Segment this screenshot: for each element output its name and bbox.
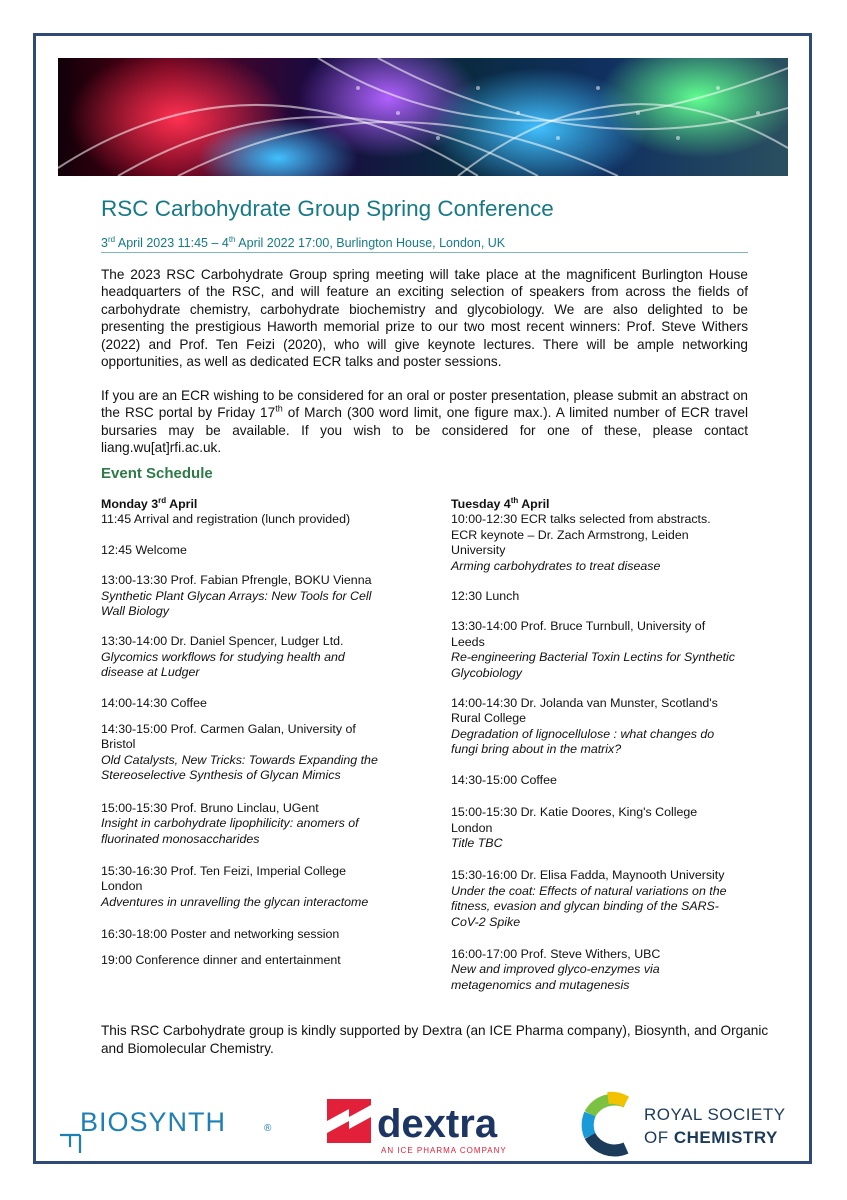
schedule-talk-title: fitness, evasion and glycan binding of the SARS- [451,899,719,914]
rsc-logo [578,1090,798,1158]
schedule-talk-title: Glycomics workflows for studying health and [101,649,345,664]
schedule-talk-title: CoV-2 Spike [451,914,521,929]
schedule-item [451,947,751,993]
schedule-item [101,953,401,968]
schedule-time-speaker: Bristol [101,737,136,752]
biosynth-registered: ® [264,1123,272,1134]
header-banner-image [58,58,788,176]
schedule-item [451,619,751,681]
schedule-talk-title: fungi bring about in the matrix? [451,742,622,757]
biosynth-mark-icon [60,1135,80,1153]
dextra-mark-icon [327,1099,371,1143]
schedule-talk-title: New and improved glyco-enzymes via [451,962,660,977]
schedule-item [101,543,401,558]
schedule-time-speaker: 19:00 Conference dinner and entertainment [101,952,341,967]
schedule-time-speaker: 10:00-12:30 ECR talks selected from abstracts. [451,512,711,527]
schedule-time-speaker: 14:00-14:30 Dr. Jolanda van Munster, Scotland's [451,696,718,711]
schedule-talk-title: Glycobiology [451,665,522,680]
schedule-talk-title: Under the coat: Effects of natural variations on the [451,883,727,898]
schedule-item [101,801,401,847]
schedule-item [101,927,401,942]
schedule-time-speaker: 13:30-14:00 Dr. Daniel Spencer, Ludger Ltd. [101,634,344,649]
schedule-item [101,864,401,910]
rsc-line2-bold: CHEMISTRY [673,1128,778,1147]
schedule-time-speaker: University [451,543,506,558]
schedule-time-speaker: 11:45 Arrival and registration (lunch provided) [101,512,351,527]
rsc-line1: ROYAL SOCIETY [644,1105,786,1124]
schedule-item [101,696,401,711]
schedule-time-speaker: 16:00-17:00 Prof. Steve Withers, UBC [451,946,661,961]
schedule-talk-title: Title TBC [451,835,503,850]
schedule-time-speaker: 13:00-13:30 Prof. Fabian Pfrengle, BOKU Vienna [101,573,372,588]
schedule-time-speaker: 12:45 Welcome [101,542,187,557]
schedule-heading: Event Schedule [101,465,213,482]
schedule-time-speaker: 14:30-15:00 Coffee [451,772,557,787]
dextra-wordmark: dextra [377,1102,498,1146]
title-divider [101,252,748,253]
svg-text:OF CHEMISTRY [644,1128,778,1147]
schedule-time-speaker: London [451,820,493,835]
ecr-paragraph: If you are an ECR wishing to be considered for an oral or poster presentation, please submit an abstract on the RSC portal by Friday 17th of March (300 word limit, one figure max.). A limited number of ECR travel bursaries may be available. If you wish to be considered for one of these, please contact liang.wu[at]rfi.ac.uk. [101,388,748,456]
schedule-talk-title: metagenomics and mutagenesis [451,977,630,992]
schedule-time-speaker: London [101,879,143,894]
schedule-time-speaker: 13:30-14:00 Prof. Bruce Turnbull, University of [451,619,706,634]
schedule-time-speaker: 14:30-15:00 Prof. Carmen Galan, University of [101,722,356,737]
event-date-location: 3rd April 2023 11:45 – 4th April 2022 17:00, Burlington House, London, UK [101,235,506,251]
schedule-time-speaker: Rural College [451,711,527,726]
schedule-talk-title: Old Catalysts, New Tricks: Towards Expanding the [101,752,378,767]
dextra-tagline: AN ICE PHARMA COMPANY [381,1146,507,1155]
schedule-item [101,573,401,619]
schedule-item [451,773,751,788]
schedule-time-speaker: ECR keynote – Dr. Zach Armstrong, Leiden [451,527,689,542]
schedule-item [451,805,751,851]
rsc-line2-prefix: OF [644,1128,674,1147]
schedule-time-speaker: Leeds [451,634,485,649]
schedule-talk-title: Synthetic Plant Glycan Arrays: New Tools for Cell [101,588,372,603]
schedule-talk-title: Re-engineering Bacterial Toxin Lectins for Synthetic [451,650,735,665]
biosynth-logo [58,1095,278,1155]
dextra-logo [327,1095,532,1157]
schedule-time-speaker: 15:30-16:30 Prof. Ten Feizi, Imperial College [101,863,346,878]
schedule-talk-title: Degradation of lignocellulose : what changes do [451,726,715,741]
monday-schedule [101,497,401,968]
schedule-item [451,512,751,574]
schedule-time-speaker: 15:30-16:00 Dr. Elisa Fadda, Maynooth University [451,868,725,883]
sponsors-text: This RSC Carbohydrate group is kindly supported by Dextra (an ICE Pharma company), Biosynth, and Organic and Biomolecular Chemistry. [101,1023,769,1056]
schedule-time-speaker: 15:00-15:30 Dr. Katie Doores, King's College [451,805,698,820]
schedule-talk-title: Arming carbohydrates to treat disease [451,558,661,573]
schedule-item [451,589,751,604]
page-title: RSC Carbohydrate Group Spring Conference [101,196,554,221]
intro-paragraph: The 2023 RSC Carbohydrate Group spring meeting will take place at the magnificent Burlington House headquarters of the RSC, and will feature an exciting selection of speakers from across the fields of carbohydrate chemistry, carbohydrate biochemistry and glycobiology. We are also delighted to be presenting the prestigious Haworth memorial prize to our two most recent winners: Prof. Steve Withers (2022) and Prof. Ten Feizi (2020), who will give keynote lectures. There will be ample networking opportunities, as well as dedicated ECR talks and poster sessions. [101,267,748,370]
rsc-mark-icon [588,1098,626,1151]
biosynth-wordmark: BIOSYNTH [80,1107,227,1137]
schedule-talk-title: fluorinated monosaccharides [101,831,260,846]
schedule-item [101,634,401,680]
schedule-talk-title: Stereoselective Synthesis of Glycan Mimics [101,768,341,783]
day-heading-monday: Monday 3rd April [101,495,198,511]
schedule-talk-title: Insight in carbohydrate lipophilicity: anomers of [101,816,359,831]
schedule-time-speaker: 15:00-15:30 Prof. Bruno Linclau, UGent [101,800,319,815]
day-heading-tuesday: Tuesday 4th April [451,495,550,511]
schedule-talk-title: Wall Biology [101,604,169,619]
schedule-item [101,512,401,527]
schedule-time-speaker: 12:30 Lunch [451,589,520,604]
schedule-time-speaker: 14:00-14:30 Coffee [101,695,207,710]
schedule-talk-title: Adventures in unravelling the glycan interactome [101,894,369,909]
tuesday-schedule [451,497,751,993]
schedule-item [451,696,751,758]
schedule-item [451,868,751,930]
schedule-item [101,722,401,784]
schedule-talk-title: disease at Ludger [101,665,200,680]
schedule-time-speaker: 16:30-18:00 Poster and networking session [101,927,340,942]
